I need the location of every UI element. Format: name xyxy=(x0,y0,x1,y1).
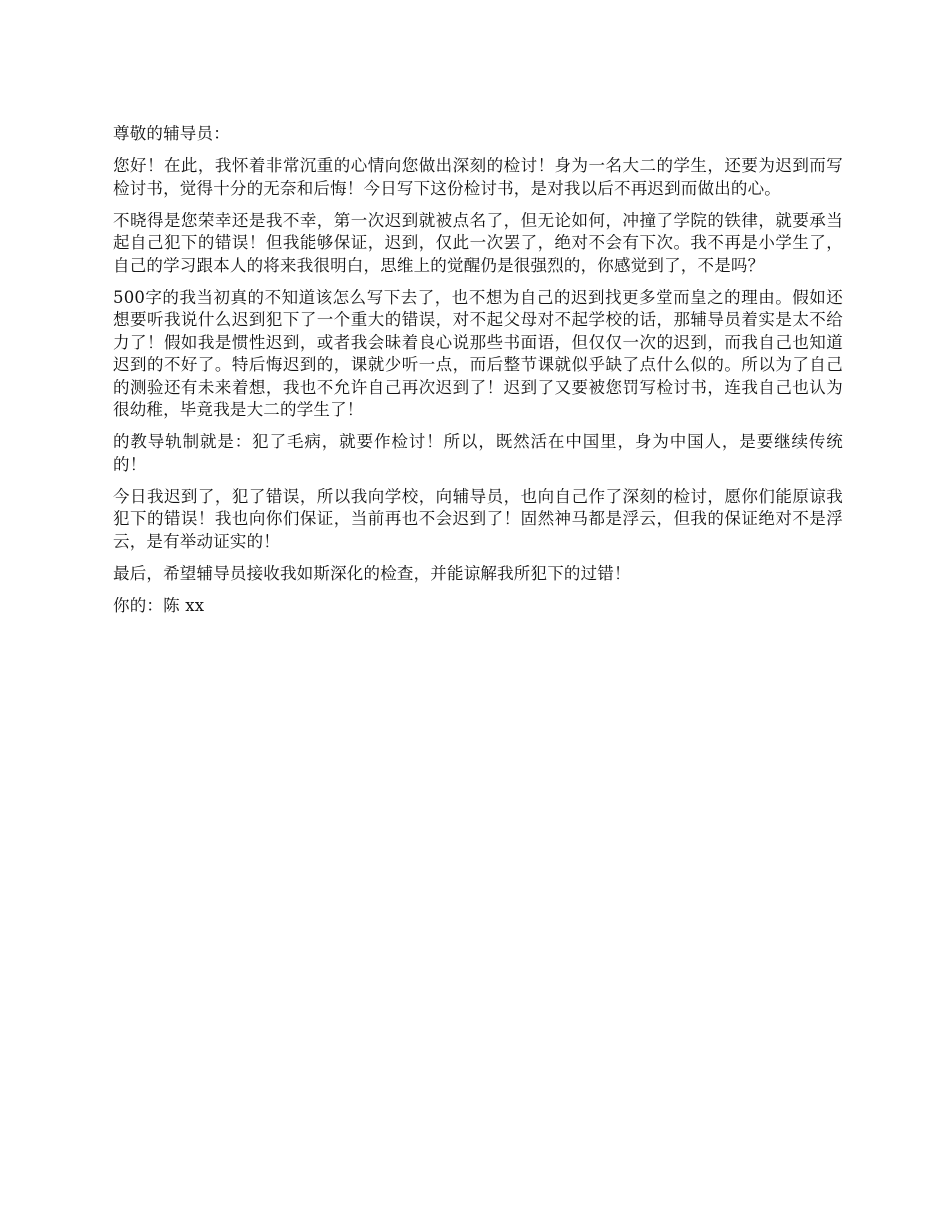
paragraph-2: 不晓得是您荣幸还是我不幸，第一次迟到就被点名了，但无论如何，冲撞了学院的铁律，就要承当起自己犯下的错误！但我能够保证，迟到，仅此一次罢了，绝对不会有下次。我不再是小学生了，自己的学习跟本人的将来我很明白，思维上的觉醒仍是很强烈的，你感觉到了，不是吗？ xyxy=(113,210,843,275)
paragraph-5: 今日我迟到了，犯了错误，所以我向学校，向辅导员，也向自己作了深刻的检讨，愿你们能原谅我犯下的错误！我也向你们保证，当前再也不会迟到了！固然神马都是浮云，但我的保证绝对不是浮云，是有举动证实的！ xyxy=(113,486,843,551)
paragraph-1: 您好！在此，我怀着非常沉重的心情向您做出深刻的检讨！身为一名大二的学生，还要为迟到而写检讨书，觉得十分的无奈和后悔！今日写下这份检讨书，是对我以后不再迟到而做出的心。 xyxy=(113,156,843,198)
salutation: 尊敬的辅导员： xyxy=(113,124,230,143)
paragraph-6: 最后，希望辅导员接收我如斯深化的检查，并能谅解我所犯下的过错！ xyxy=(113,563,631,583)
paragraph-3: 500字的我当初真的不知道该怎么写下去了，也不想为自己的迟到找更多堂而皇之的理由。假如还想要听我说什么迟到犯下了一个重大的错误，对不起父母对不起学校的话，那辅导员着实是太不给力了！假如我是惯性迟到，或者我会昧着良心说那些书面语，但仅仅一次的迟到，而我自己也知道迟到的不好了。特后悔迟到的，课就少听一点，而后整节课就似乎缺了点什么似的。所以为了自己的测验还有未来着想，我也不允许自己再次迟到了！迟到了又要被您罚写检讨书，连我自己也认为很幼稚，毕竟我是大二的学生了！ xyxy=(113,287,843,419)
paragraph-4: 的教导轨制就是：犯了毛病，就要作检讨！所以，既然活在中国里，身为中国人，是要继续传统的！ xyxy=(113,432,843,474)
letter-body xyxy=(113,123,843,627)
signature: 你的：陈 xx xyxy=(113,595,205,615)
